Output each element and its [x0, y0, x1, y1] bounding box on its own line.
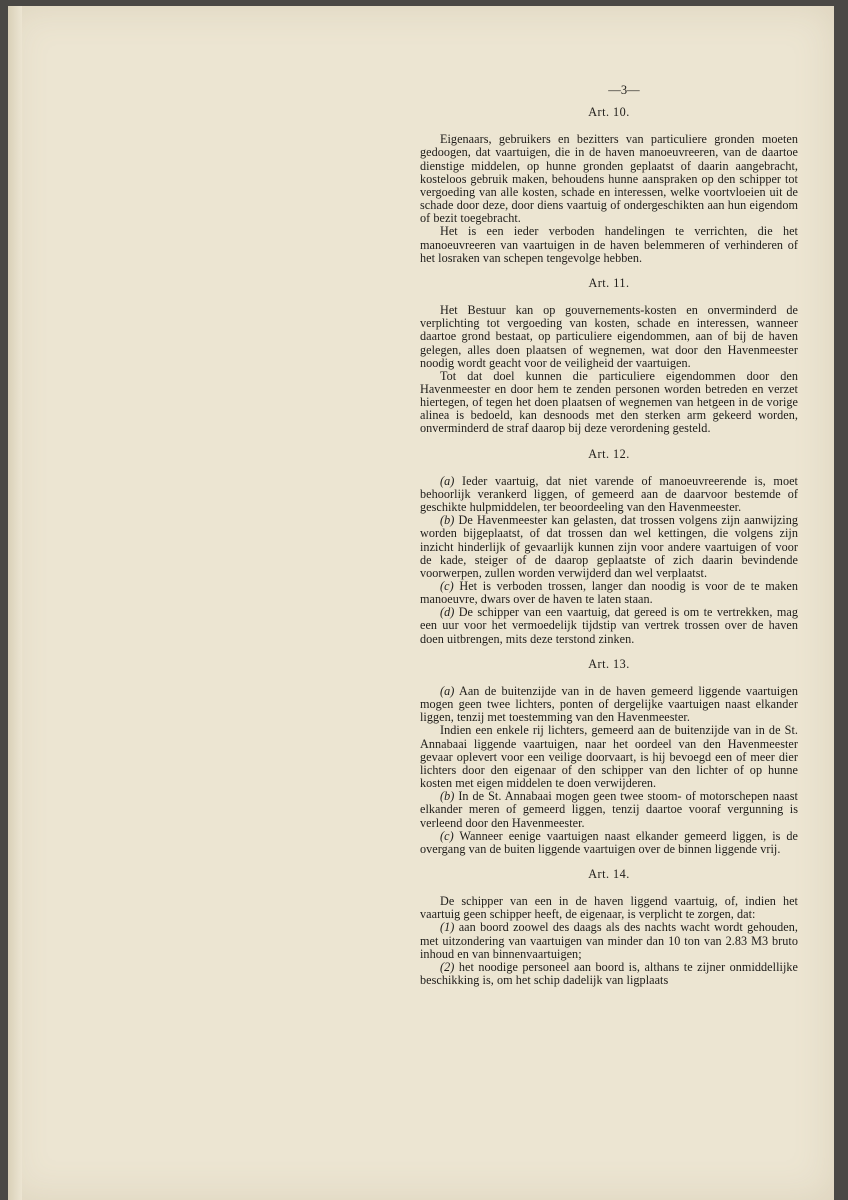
clause-label: (a)	[440, 683, 455, 698]
clause-label: (b)	[440, 789, 455, 804]
article-12	[420, 448, 798, 646]
paragraph	[420, 606, 798, 645]
clause-label: (c)	[440, 828, 454, 843]
clause-label: (2)	[440, 959, 455, 974]
paragraph	[420, 790, 798, 829]
clause-text: aan boord zoowel des daags als des nachts wacht wordt gehouden, met uitzondering van vaartuigen van minder dan 10 ton van 2.83 M3 bruto inhoud en van binnenvaartuigen;	[420, 920, 798, 961]
clause-text: Wanneer eenige vaartuigen naast elkander gemeerd liggen, is de overgang van de buiten liggende vaartuigen over de binnen liggende vrij.	[420, 828, 798, 856]
binding-edge	[8, 6, 22, 1200]
paragraph: Eigenaars, gebruikers en bezitters van particuliere gronden moeten gedoogen, dat vaartuigen, die in de haven manoeuvreeren, van de daartoe dienstige middelen, op hunne gronden geplaatst of daarin aangebracht, kosteloos gebruik maken, behoudens hunne aanspraken op den schipper tot vergoeding van alle kosten, schade en interessen, welke voortvloeien uit de schade door deze, door diens vaartuig of ondergeschikten aan hun eigendom of bezit toegebracht.	[420, 132, 798, 226]
paragraph	[420, 475, 798, 514]
paragraph	[420, 514, 798, 580]
clause-label: (c)	[440, 579, 454, 593]
clause-text: De Havenmeester kan gelasten, dat trossen volgens zijn aanwijzing worden bijgeplaatst, of dat trossen dan wel kettingen, die volgens zijn inzicht hinderlijk of gevaarlijk kunnen zijn voor andere vaartuigen of voor de kade, steiger of de daarop geplaatste of zich daarin bevindende voorwerpen, zullen worden verwijderd dan wel verplaatst.	[420, 513, 798, 580]
paragraph	[420, 921, 798, 960]
article-heading: Art. 10.	[588, 105, 630, 120]
text-column	[420, 84, 798, 999]
article-14	[420, 868, 798, 987]
clause-text: Indien een enkele rij lichters, gemeerd aan de buitenzijde van in de St. Annabaai liggende vaartuigen, naar het oordeel van den Havenmeester gevaar oplevert voor een veilige doorvaart, is hij bevoegd een of meer dier lichters door den eigenaar of den schipper van den lichter of op hunne kosten met eigen middelen te doen verwijderen.	[420, 723, 798, 791]
paragraph	[420, 830, 798, 856]
paragraph: Tot dat doel kunnen die particuliere eigendommen door den Havenmeester en door hem te zenden personen worden betreden en verzet hiertegen, of tegen het doen plaatsen of wegnemen van hetgeen in de vorige alinea is bedoeld, kan desnoods met den sterken arm gekeerd worden, onverminderd de straf daarop bij deze verordening gesteld.	[420, 368, 798, 436]
clause-text: De schipper van een vaartuig, dat gereed is om te vertrekken, mag een uur voor het vermoedelijk tijdstip van vertrek trossen over de haven doen uitbrengen, mits deze terstond zinken.	[420, 605, 798, 646]
article-heading: Art. 12.	[588, 446, 630, 461]
article-11	[420, 277, 798, 436]
clause-text: het noodige personeel aan boord is, althans te zijner onmiddellijke beschikking is, om het schip dadelijk van ligplaats	[420, 959, 798, 988]
article-heading: Art. 13.	[588, 656, 630, 671]
paragraph	[420, 895, 798, 921]
paragraph	[420, 685, 798, 724]
clause-label: (a)	[440, 473, 455, 488]
clause-label: (d)	[440, 605, 455, 620]
article-13	[420, 658, 798, 856]
clause-text: Aan de buitenzijde van in de haven gemeerd liggende vaartuigen mogen geen twee lichters, ponten of dergelijke vaartuigen naast elkander liggen, tenzij met toestemming van den Havenmeester.	[420, 683, 798, 725]
clause-label: (1)	[440, 920, 455, 935]
page-number: —3—	[608, 83, 640, 97]
paragraph	[420, 961, 798, 987]
paragraph	[420, 580, 798, 606]
clause-text: Ieder vaartuig, dat niet varende of manoeuvreerende is, moet behoorlijk verankerd liggen, of gemeerd aan de daarvoor bestemde of geschikte hulpmiddelen, ter beoordeeling van den Havenmeester.	[420, 473, 798, 515]
article-heading: Art. 11.	[588, 275, 630, 290]
paragraph	[420, 724, 798, 790]
article-10	[420, 106, 798, 265]
paragraph: Het is een ieder verboden handelingen te verrichten, die het manoeuvreeren van vaartuigen in de haven belemmeren of verhinderen of het losraken van schepen tengevolge hebben.	[420, 224, 798, 265]
clause-label: (b)	[440, 513, 455, 528]
clause-text: Het is verboden trossen, langer dan noodig is voor de te maken manoeuvre, dwars over de haven te laten staan.	[420, 579, 798, 607]
clause-text: In de St. Annabaai mogen geen twee stoom- of motorschepen naast elkander meren of gemeerd liggen, tenzij daartoe vooraf vergunning is verleend door den Havenmeester.	[420, 789, 798, 830]
clause-text: De schipper van een in de haven liggend vaartuig, of, indien het vaartuig geen schipper heeft, de eigenaar, is verplicht te zorgen, dat:	[420, 894, 798, 922]
article-heading: Art. 14.	[588, 866, 630, 881]
paragraph: Het Bestuur kan op gouvernements-kosten en onverminderd de verplichting tot vergoeding van kosten, schade en interessen, wanneer daartoe grond bestaat, op particuliere eigendommen, aan of bij de haven gelegen, alles doen plaatsen of wegnemen, wat door den Havenmeester noodig wordt geacht voor de veiligheid der vaartuigen.	[420, 303, 798, 370]
